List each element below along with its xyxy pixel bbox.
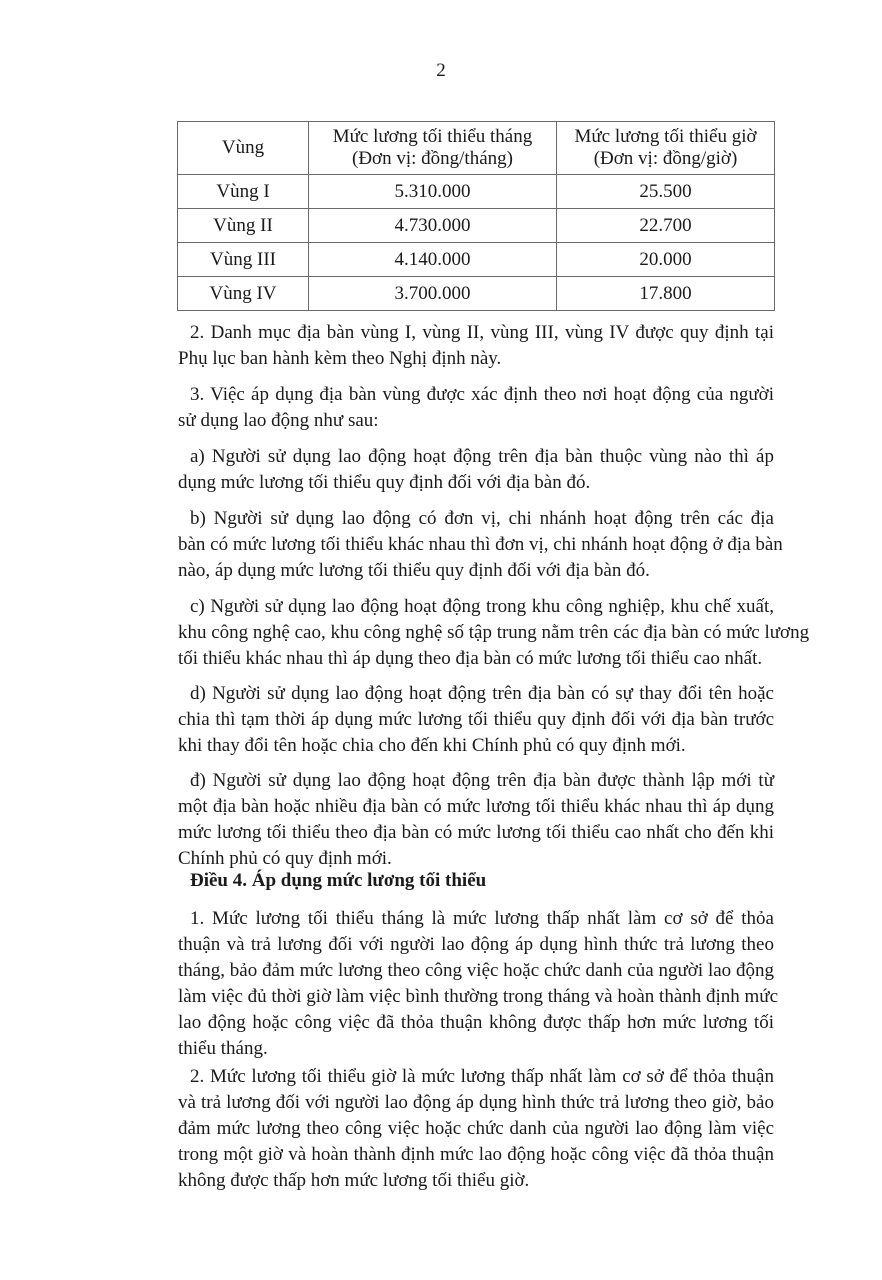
cell-monthly: 5.310.000 xyxy=(309,175,557,209)
header-hourly xyxy=(557,122,775,175)
cell-region: Vùng II xyxy=(178,209,309,243)
cell-region: Vùng III xyxy=(178,243,309,277)
paragraph-c xyxy=(178,594,810,672)
text-line: Chính phủ có quy định mới. xyxy=(178,848,392,869)
text-line: 2. Danh mục địa bàn vùng I, vùng II, vùng III, vùng IV được quy định tại xyxy=(190,322,774,343)
text-line: làm việc đủ thời giờ làm việc bình thường trong tháng và hoàn thành định mức xyxy=(178,986,779,1007)
text-line: và trả lương đối với người lao động áp dụng hình thức trả lương theo giờ, bảo xyxy=(178,1092,774,1113)
text-line: d) Người sử dụng lao động hoạt động trên địa bàn có sự thay đổi tên hoặc xyxy=(190,683,774,704)
text-line: sử dụng lao động như sau: xyxy=(178,410,379,431)
text-line: đ) Người sử dụng lao động hoạt động trên địa bàn được thành lập mới từ xyxy=(190,770,774,791)
cell-monthly: 4.730.000 xyxy=(309,209,557,243)
text-line: khu công nghệ cao, khu công nghệ số tập trung nằm trên các địa bàn có mức lương xyxy=(178,622,810,643)
text-line: thiểu tháng. xyxy=(178,1038,268,1059)
paragraph-dd xyxy=(178,768,774,872)
cell-hourly: 22.700 xyxy=(557,209,775,243)
header-hourly-unit: (Đơn vị: đồng/giờ) xyxy=(593,148,738,169)
paragraph-2 xyxy=(178,320,774,372)
page-number: 2 xyxy=(436,60,446,81)
cell-monthly: 3.700.000 xyxy=(309,277,557,311)
table-row xyxy=(178,209,775,243)
article-4-paragraph-1 xyxy=(178,906,779,1062)
article-4-paragraph-2 xyxy=(178,1064,774,1194)
table-row xyxy=(178,175,775,209)
minimum-wage-table xyxy=(177,121,775,311)
text-line: 1. Mức lương tối thiểu tháng là mức lương thấp nhất làm cơ sở để thỏa xyxy=(190,908,774,929)
text-line: a) Người sử dụng lao động hoạt động trên địa bàn thuộc vùng nào thì áp xyxy=(190,446,774,467)
table-header-row xyxy=(178,122,775,175)
text-line: khi thay đổi tên hoặc chia cho đến khi Chính phủ có quy định mới. xyxy=(178,735,686,756)
text-line: không được thấp hơn mức lương tối thiểu giờ. xyxy=(178,1170,530,1191)
text-line: mức lương tối thiểu theo địa bàn có mức lương tối thiểu cao nhất cho đến khi xyxy=(178,822,774,843)
article-4-heading: Điều 4. Áp dụng mức lương tối thiểu xyxy=(190,870,487,891)
text-line: dụng mức lương tối thiểu quy định đối với địa bàn đó. xyxy=(178,472,591,493)
text-line: bàn có mức lương tối thiểu khác nhau thì đơn vị, chi nhánh hoạt động ở địa bàn xyxy=(178,534,783,555)
cell-hourly: 17.800 xyxy=(557,277,775,311)
header-monthly-title: Mức lương tối thiểu tháng xyxy=(332,126,533,147)
cell-hourly: 20.000 xyxy=(557,243,775,277)
text-line: nào, áp dụng mức lương tối thiểu quy định đối với địa bàn đó. xyxy=(178,560,650,581)
table-row xyxy=(178,243,775,277)
table-row xyxy=(178,277,775,311)
text-line: 3. Việc áp dụng địa bàn vùng được xác định theo nơi hoạt động của người xyxy=(190,384,774,405)
cell-region: Vùng I xyxy=(178,175,309,209)
text-line: đảm mức lương theo công việc hoặc chức danh của người lao động làm việc xyxy=(178,1118,774,1139)
text-line: tối thiểu khác nhau thì áp dụng theo địa bàn có mức lương tối thiểu cao nhất. xyxy=(178,648,763,669)
text-line: thuận và trả lương đối với người lao động áp dụng hình thức trả lương theo xyxy=(178,934,774,955)
paragraph-b xyxy=(178,506,783,584)
text-line: tháng, bảo đảm mức lương theo công việc hoặc chức danh của người lao động xyxy=(178,960,774,981)
text-line: lao động hoặc công việc đã thỏa thuận không được thấp hơn mức lương tối xyxy=(178,1012,774,1033)
paragraph-3 xyxy=(178,382,774,434)
text-line: một địa bàn hoặc nhiều địa bàn có mức lương tối thiểu khác nhau thì áp dụng xyxy=(178,796,774,817)
text-line: b) Người sử dụng lao động có đơn vị, chi nhánh hoạt động trên các địa xyxy=(190,508,774,529)
header-hourly-title: Mức lương tối thiểu giờ xyxy=(574,126,757,147)
header-monthly xyxy=(309,122,557,175)
paragraph-d xyxy=(178,681,774,759)
text-line: trong một giờ và hoàn thành định mức lao động hoặc công việc đã thỏa thuận xyxy=(178,1144,774,1165)
text-line: 2. Mức lương tối thiểu giờ là mức lương thấp nhất làm cơ sở để thỏa thuận xyxy=(190,1066,774,1087)
paragraph-a xyxy=(178,444,774,496)
text-line: c) Người sử dụng lao động hoạt động trong khu công nghiệp, khu chế xuất, xyxy=(190,596,774,617)
cell-monthly: 4.140.000 xyxy=(309,243,557,277)
text-line: chia thì tạm thời áp dụng mức lương tối thiểu quy định đối với địa bàn trước xyxy=(178,709,774,730)
text-line: Phụ lục ban hành kèm theo Nghị định này. xyxy=(178,348,502,369)
cell-region: Vùng IV xyxy=(178,277,309,311)
cell-hourly: 25.500 xyxy=(557,175,775,209)
header-monthly-unit: (Đơn vị: đồng/tháng) xyxy=(352,148,513,169)
header-region: Vùng xyxy=(178,122,309,175)
